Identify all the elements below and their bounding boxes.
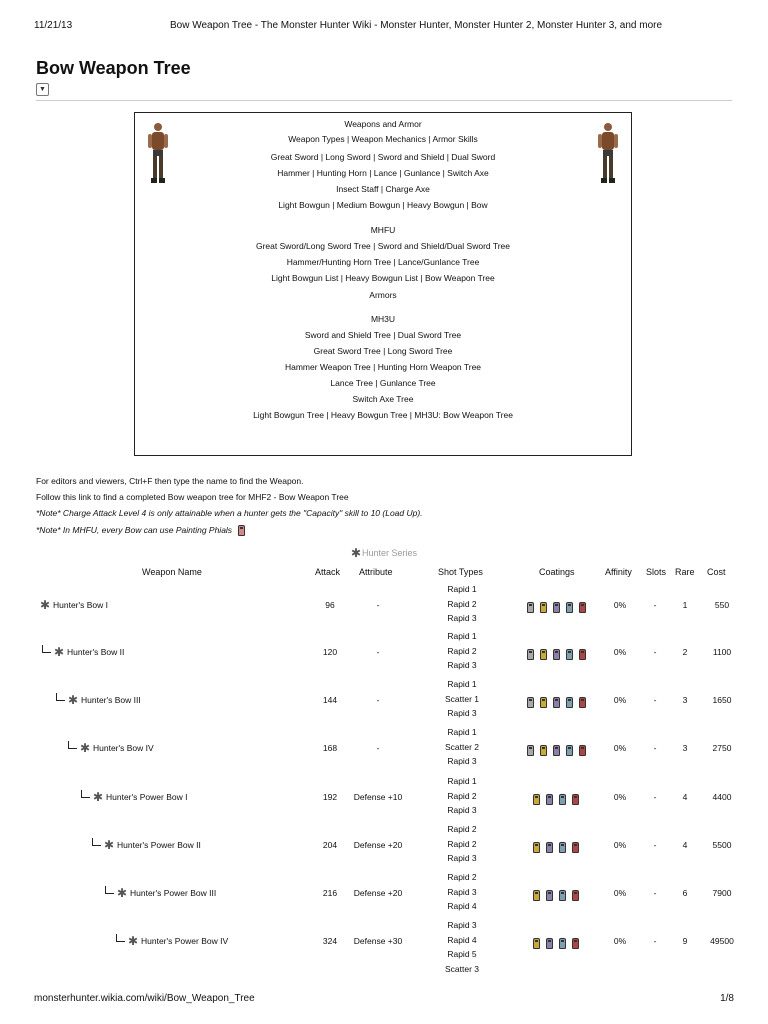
shot-type: Rapid 3 <box>447 708 477 718</box>
shot-type: Scatter 3 <box>444 963 480 974</box>
navbox-link-row[interactable]: Hammer | Hunting Horn | Lance | Gunlance | Switch Axe <box>277 168 489 178</box>
weapon-name-link[interactable]: Hunter's Power Bow III <box>130 888 217 898</box>
cost-value: 7900 <box>712 888 732 898</box>
header-affinity: Affinity <box>605 567 632 577</box>
slots-value: - <box>653 792 657 802</box>
header-coatings: Coatings <box>539 567 575 577</box>
attack-value: 192 <box>322 792 338 802</box>
navbox-link-row[interactable]: Switch Axe Tree <box>352 394 414 404</box>
coatings-group <box>533 935 585 953</box>
attack-value: 120 <box>322 647 338 657</box>
weapon-name-link[interactable]: Hunter's Bow IV <box>93 743 154 753</box>
cost-value: 2750 <box>712 743 732 753</box>
weapon-name-link[interactable]: Hunter's Bow I <box>53 600 109 610</box>
coating-phial-icon <box>559 794 566 805</box>
shot-type: Rapid 2 <box>447 824 477 834</box>
coating-phial-icon <box>572 938 579 949</box>
shot-type: Rapid 4 <box>447 934 477 945</box>
slots-value: - <box>653 695 657 705</box>
attribute-value: Defense +10 <box>353 792 403 802</box>
shot-type: Rapid 3 <box>447 756 477 766</box>
bow-icon: ✱ <box>104 838 115 852</box>
tree-connector <box>56 693 65 701</box>
bow-icon: ✱ <box>351 546 362 560</box>
coating-phial-icon <box>527 649 534 660</box>
rare-value: 1 <box>682 600 688 610</box>
shot-type: Rapid 2 <box>447 645 477 656</box>
print-date: 11/21/13 <box>34 20 73 31</box>
attribute-value: Defense +20 <box>353 888 403 898</box>
cost-value: 4400 <box>712 792 732 802</box>
coatings-group <box>533 887 585 905</box>
slots-value: - <box>653 600 657 610</box>
affinity-value: 0% <box>613 743 627 753</box>
tree-connector <box>92 838 101 846</box>
navbox-link-row[interactable]: Weapon Types | Weapon Mechanics | Armor Skills <box>288 134 478 144</box>
rare-value: 3 <box>682 743 688 753</box>
coating-phial-icon <box>533 794 540 805</box>
shot-type: Rapid 3 <box>447 660 477 670</box>
weapon-name-link[interactable]: Hunter's Bow II <box>67 647 125 657</box>
bow-icon: ✱ <box>68 693 79 707</box>
coating-phial-icon <box>540 745 547 756</box>
navbox-link-row[interactable]: Lance Tree | Gunlance Tree <box>330 378 436 388</box>
tree-connector <box>68 741 77 749</box>
coating-phial-icon <box>572 842 579 853</box>
header-slots: Slots <box>646 567 667 577</box>
navbox-link-row[interactable]: Great Sword | Long Sword | Sword and Shield | Dual Sword <box>270 152 496 162</box>
dropdown-toggle-button[interactable] <box>36 83 49 96</box>
attack-value: 204 <box>322 840 338 850</box>
attack-value: 324 <box>322 936 338 946</box>
rare-value: 6 <box>682 888 688 898</box>
shot-type: Rapid 2 <box>447 790 477 801</box>
weapons-navbox <box>134 112 632 456</box>
coating-phial-icon <box>579 697 586 708</box>
shot-type: Rapid 3 <box>447 920 477 930</box>
coating-phial-icon <box>546 890 553 901</box>
coating-phial-icon <box>527 602 534 613</box>
shot-type: Rapid 1 <box>447 679 477 689</box>
coatings-group <box>527 646 592 664</box>
coatings-group <box>533 839 585 857</box>
bow-icon: ✱ <box>80 741 91 755</box>
navbox-link-row[interactable]: Sword and Shield Tree | Dual Sword Tree <box>304 330 462 340</box>
header-weapon-name: Weapon Name <box>142 567 202 577</box>
page-title: Bow Weapon Tree <box>36 58 191 78</box>
attack-value: 144 <box>322 695 338 705</box>
cost-value: 5500 <box>712 840 732 850</box>
coating-phial-icon <box>533 842 540 853</box>
coating-phial-icon <box>566 602 573 613</box>
coating-phial-icon <box>559 842 566 853</box>
footer-url[interactable]: monsterhunter.wikia.com/wiki/Bow_Weapon_Tree <box>34 993 255 1004</box>
shot-type: Rapid 2 <box>447 838 477 849</box>
header-attribute: Attribute <box>359 567 393 577</box>
shot-type: Rapid 1 <box>447 631 477 641</box>
shot-type: Rapid 1 <box>447 584 477 594</box>
shot-type: Rapid 1 <box>447 727 477 737</box>
coating-phial-icon <box>540 649 547 660</box>
weapon-name-link[interactable]: Hunter's Power Bow II <box>117 840 201 850</box>
bow-icon: ✱ <box>54 645 65 659</box>
cost-value: 49500 <box>710 936 734 946</box>
note-painting-phials <box>36 525 248 536</box>
coating-phial-icon <box>566 697 573 708</box>
affinity-value: 0% <box>613 647 627 657</box>
coating-phial-icon <box>566 745 573 756</box>
print-page-title: Bow Weapon Tree - The Monster Hunter Wiki - Monster Hunter, Monster Hunter 2, Monster Hunter 3, and more <box>170 20 663 31</box>
note-painting-phials-text: *Note* In MHFU, every Bow can use Painting Phials <box>36 525 233 535</box>
attribute-value: - <box>376 600 380 610</box>
navbox-link-row[interactable]: Great Sword/Long Sword Tree | Sword and Shield/Dual Sword Tree <box>255 241 511 251</box>
navbox-section-heading: MHFU <box>370 225 396 235</box>
coating-phial-icon <box>546 794 553 805</box>
coating-phial-icon <box>533 938 540 949</box>
navbox-link-row[interactable]: Armors <box>369 290 397 300</box>
affinity-value: 0% <box>613 936 627 946</box>
navbox-link-row[interactable]: Light Bowgun Tree | Heavy Bowgun Tree | MH3U: Bow Weapon Tree <box>253 410 513 420</box>
navbox-link-row[interactable]: Insect Staff | Charge Axe <box>336 184 430 194</box>
attack-value: 96 <box>325 600 335 610</box>
bow-icon: ✱ <box>128 934 139 948</box>
painting-phial-icon <box>238 525 245 536</box>
navbox-link-row[interactable]: Light Bowgun List | Heavy Bowgun List | Bow Weapon Tree <box>271 273 495 283</box>
note-charge-attack: *Note* Charge Attack Level 4 is only attainable when a hunter gets the "Capacity" skill to 10 (Load Up). <box>36 508 423 518</box>
coating-phial-icon <box>572 794 579 805</box>
cost-value: 1650 <box>712 695 732 705</box>
slots-value: - <box>653 743 657 753</box>
header-cost: Cost <box>707 567 726 577</box>
shot-type: Rapid 3 <box>447 853 477 863</box>
shot-type: Rapid 2 <box>447 872 477 882</box>
navbox-link-row[interactable]: Light Bowgun | Medium Bowgun | Heavy Bowgun | Bow <box>278 200 488 210</box>
coating-phial-icon <box>527 697 534 708</box>
navbox-link-row[interactable]: Hammer Weapon Tree | Hunting Horn Weapon Tree <box>284 362 482 372</box>
note-editors: For editors and viewers, Ctrl+F then type the name to find the Weapon. <box>36 476 304 486</box>
attribute-value: - <box>376 647 380 657</box>
coating-phial-icon <box>540 697 547 708</box>
coating-phial-icon <box>579 745 586 756</box>
series-heading: Hunter Series <box>362 548 418 558</box>
attribute-value: - <box>376 695 380 705</box>
weapon-name-link[interactable]: Hunter's Power Bow I <box>106 792 188 802</box>
affinity-value: 0% <box>613 695 627 705</box>
attack-value: 216 <box>322 888 338 898</box>
navbox-heading: Weapons and Armor <box>344 119 422 129</box>
coating-phial-icon <box>533 890 540 901</box>
bow-icon: ✱ <box>40 598 51 612</box>
coating-phial-icon <box>579 602 586 613</box>
footer-page-number: 1/8 <box>720 993 734 1004</box>
rare-value: 2 <box>682 647 688 657</box>
rare-value: 4 <box>682 792 688 802</box>
slots-value: - <box>653 647 657 657</box>
tree-connector <box>116 934 125 942</box>
coating-phial-icon <box>572 890 579 901</box>
attribute-value: - <box>376 743 380 753</box>
coatings-group <box>527 694 592 712</box>
shot-type: Rapid 5 <box>447 949 477 959</box>
coating-phial-icon <box>559 890 566 901</box>
tree-connector <box>81 790 90 798</box>
coating-phial-icon <box>553 697 560 708</box>
affinity-value: 0% <box>613 888 627 898</box>
slots-value: - <box>653 936 657 946</box>
coating-phial-icon <box>579 649 586 660</box>
shot-type: Scatter 1 <box>444 693 480 704</box>
attribute-value: Defense +30 <box>353 936 403 946</box>
navbox-link-row[interactable]: Hammer/Hunting Horn Tree | Lance/Gunlance Tree <box>286 257 480 267</box>
coating-phial-icon <box>527 745 534 756</box>
rare-value: 3 <box>682 695 688 705</box>
title-divider <box>36 100 732 101</box>
affinity-value: 0% <box>613 840 627 850</box>
navbox-link-row[interactable]: Great Sword Tree | Long Sword Tree <box>313 346 453 356</box>
affinity-value: 0% <box>613 600 627 610</box>
attack-value: 168 <box>322 743 338 753</box>
bow-icon: ✱ <box>93 790 104 804</box>
slots-value: - <box>653 888 657 898</box>
rare-value: 4 <box>682 840 688 850</box>
shot-type: Rapid 3 <box>447 805 477 815</box>
coating-phial-icon <box>546 842 553 853</box>
tree-connector <box>105 886 114 894</box>
coating-phial-icon <box>559 938 566 949</box>
rare-value: 9 <box>682 936 688 946</box>
affinity-value: 0% <box>613 792 627 802</box>
coating-phial-icon <box>540 602 547 613</box>
tree-connector <box>42 645 51 653</box>
header-shot-types: Shot Types <box>438 567 483 577</box>
coating-phial-icon <box>553 745 560 756</box>
bow-icon: ✱ <box>117 886 128 900</box>
slots-value: - <box>653 840 657 850</box>
header-rare: Rare <box>675 567 695 577</box>
shot-type: Rapid 2 <box>447 598 477 609</box>
coating-phial-icon <box>546 938 553 949</box>
shot-type: Rapid 3 <box>447 886 477 897</box>
coating-phial-icon <box>553 649 560 660</box>
weapon-name-link[interactable]: Hunter's Bow III <box>81 695 141 705</box>
coatings-group <box>527 742 592 760</box>
shot-type: Rapid 3 <box>447 613 477 623</box>
cost-value: 1100 <box>712 647 732 657</box>
navbox-section-heading: MH3U <box>370 314 396 324</box>
shot-type: Rapid 4 <box>447 901 477 911</box>
coating-phial-icon <box>553 602 560 613</box>
shot-type: Scatter 2 <box>444 741 480 752</box>
weapon-name-link[interactable]: Hunter's Power Bow IV <box>141 936 229 946</box>
chevron-down-icon: ▼ <box>39 86 46 93</box>
coatings-group <box>527 599 592 617</box>
coatings-group <box>533 791 585 809</box>
note-mhf2-link[interactable]: Follow this link to find a completed Bow weapon tree for MHF2 - Bow Weapon Tree <box>36 492 349 502</box>
cost-value: 550 <box>714 600 730 610</box>
header-attack: Attack <box>315 567 341 577</box>
attribute-value: Defense +20 <box>353 840 403 850</box>
shot-type: Rapid 1 <box>447 776 477 786</box>
coating-phial-icon <box>566 649 573 660</box>
